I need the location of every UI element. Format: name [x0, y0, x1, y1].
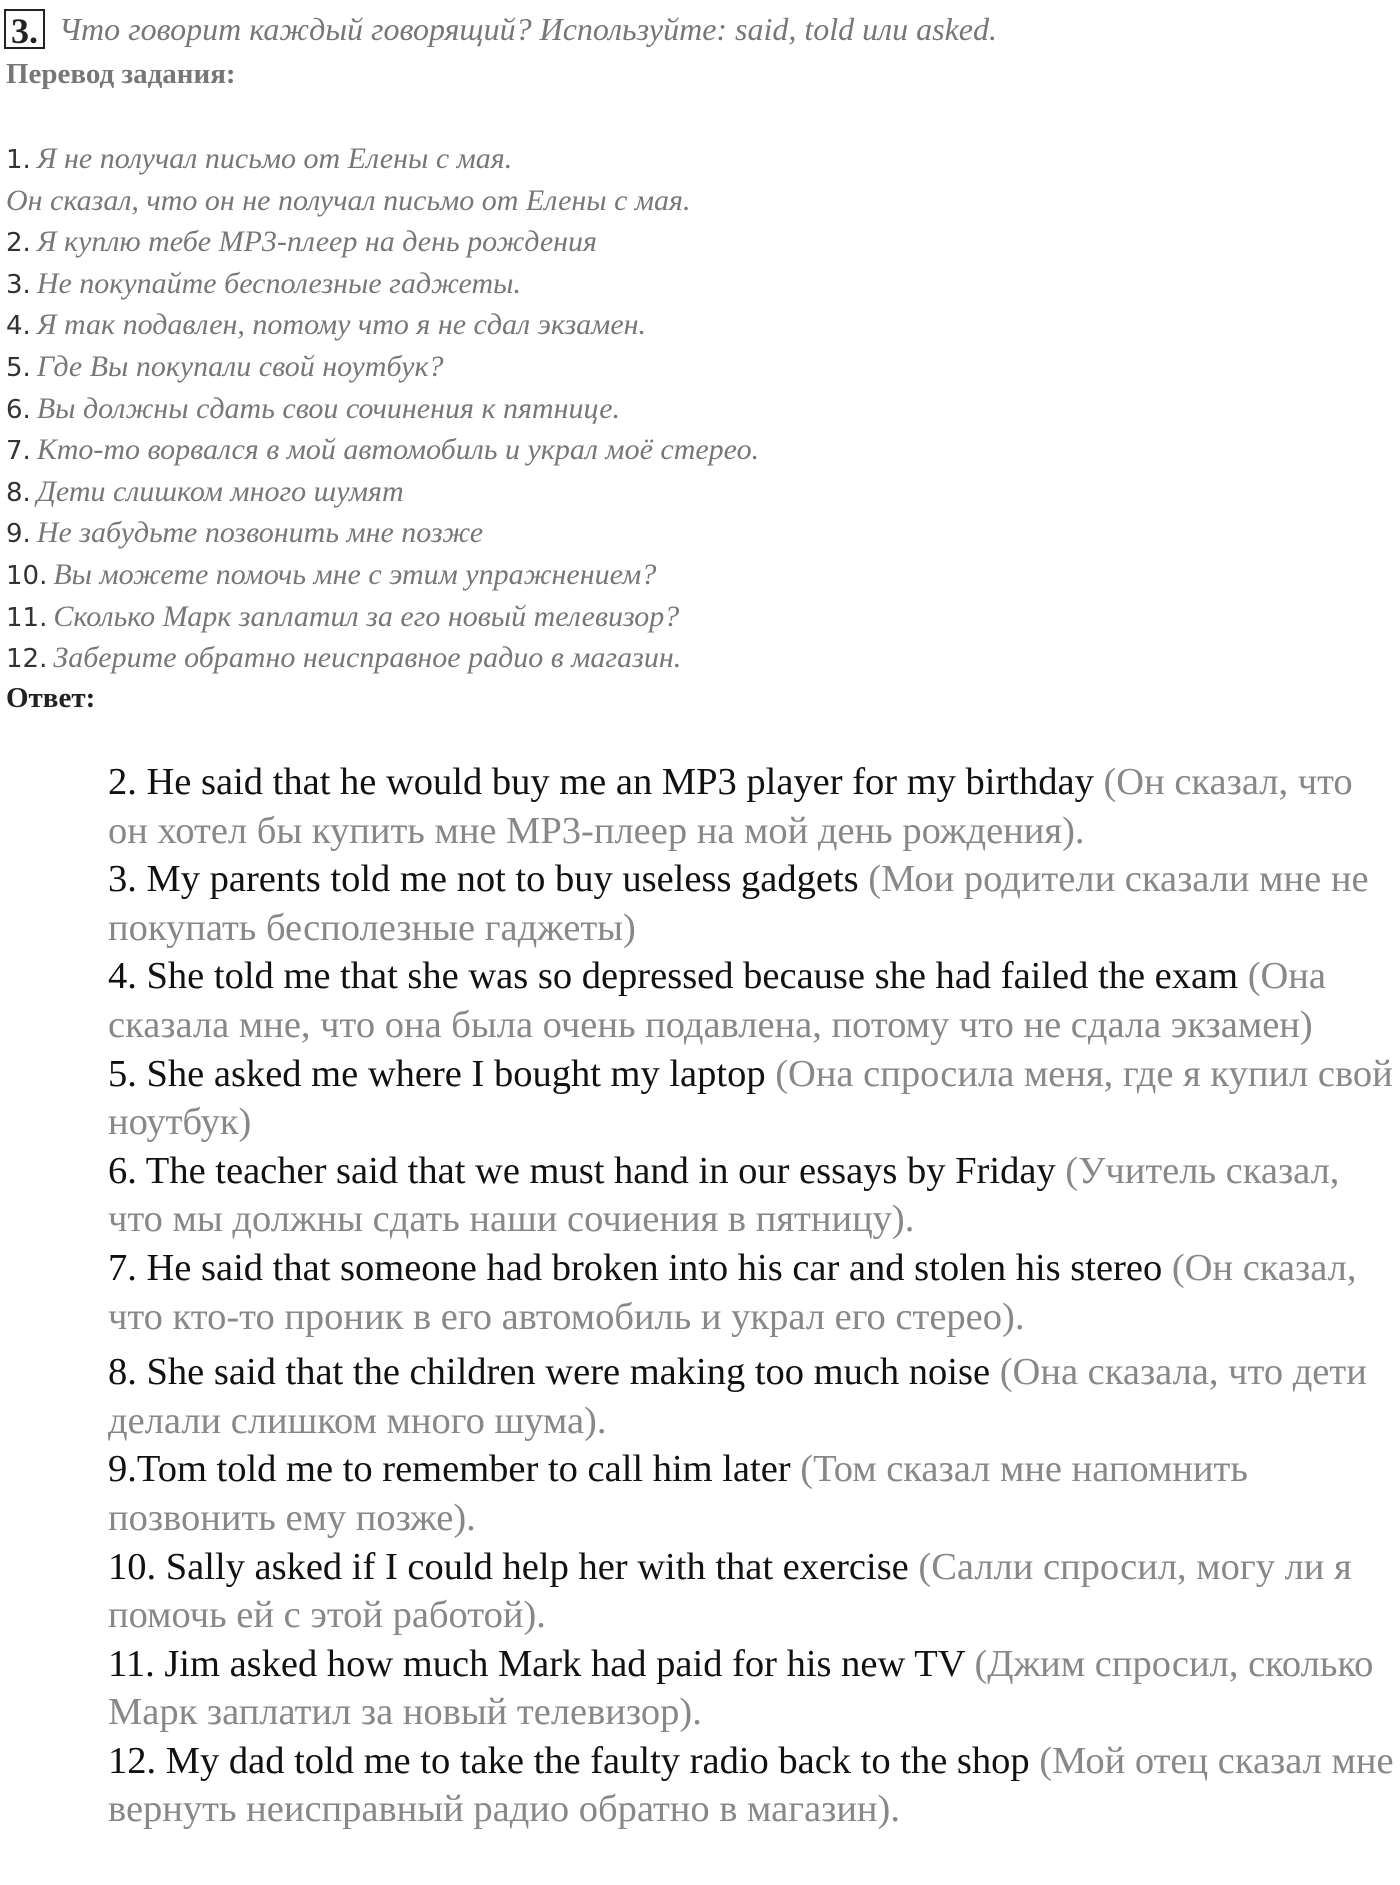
task-number-box: 3. [4, 9, 45, 49]
answer-english: 8. She said that the children were making too much noise [108, 1351, 991, 1394]
answer-list [108, 758, 1398, 1834]
translation-heading: Перевод задания: [6, 58, 236, 90]
translation-line [6, 263, 759, 305]
answer-russian: (Джим спросил, сколько Марк заплатил за новый телевизор). [108, 1642, 1374, 1734]
translation-line-number: 2. [6, 228, 31, 259]
translation-line-text: Я так подавлен, потому что я не сдал экзамен. [36, 308, 647, 342]
translation-line-text: Где Вы покупали свой ноутбук? [36, 349, 444, 383]
translation-line [6, 471, 759, 513]
answer-english: 12. My dad told me to take the faulty radio back to the shop [108, 1739, 1030, 1782]
translation-line-text: Вы должны сдать свои сочинения к пятнице. [36, 391, 621, 425]
answer-item [108, 952, 1398, 1049]
answer-item [108, 758, 1398, 855]
translation-line-number: 6. [6, 394, 31, 425]
translation-line [6, 346, 759, 388]
translation-line-number: 12. [6, 644, 48, 675]
translation-line [6, 429, 759, 471]
answer-russian: (Она спросила меня, где я купил свой ноутбук) [108, 1052, 1393, 1144]
translation-line-number: 10. [6, 560, 48, 591]
answer-russian: (Он сказал, что кто-то проник в его автомобиль и украл его стерео). [108, 1246, 1357, 1338]
translation-line-text: Он сказал, что он не получал письмо от Елены с мая. [6, 183, 691, 217]
answer-russian: (Учитель сказал, что мы должны сдать наши сочиения в пятницу). [108, 1149, 1340, 1241]
task-instruction: Что говорит каждый говорящий? Используйте: said, told или asked. [59, 10, 997, 47]
translation-line-text: Не забудьте позвонить мне позже [36, 516, 484, 550]
answer-english: 5. She asked me where I bought my laptop [108, 1052, 766, 1095]
answer-item [108, 1543, 1398, 1640]
answer-item [108, 1445, 1398, 1542]
answer-english: 7. He said that someone had broken into his car and stolen his stereo [108, 1246, 1163, 1289]
answer-item [108, 1244, 1398, 1341]
answer-english: 2. He said that he would buy me an MP3 player for my birthday [108, 761, 1094, 803]
answer-russian: (Мой отец сказал мне вернуть неисправный радио обратно в магазин). [108, 1739, 1394, 1831]
translation-line [6, 388, 759, 430]
answer-english: 10. Sally asked if I could help her with that exercise [108, 1545, 909, 1588]
translation-line [6, 637, 759, 679]
translation-line [6, 138, 759, 180]
answer-english: 9.Tom told me to remember to call him later [108, 1448, 791, 1491]
answer-russian: (Он сказал, что он хотел бы купить мне MP3-плеер на мой день рождения). [108, 761, 1353, 852]
answer-russian: (Салли спросил, могу ли я помочь ей с этой работой). [108, 1545, 1352, 1637]
answer-english: 3. My parents told me not to buy useless gadgets [108, 858, 859, 901]
answer-item [108, 1050, 1398, 1147]
answer-russian: (Мои родители сказали мне не покупать бесполезные гаджеты) [108, 858, 1369, 949]
answer-item [108, 1348, 1398, 1445]
answer-russian: (Том сказал мне напомнить позвонить ему позже). [108, 1448, 1248, 1539]
translation-line-number: 8. [6, 477, 31, 508]
translation-line-text: Дети слишком много шумят [36, 474, 404, 508]
translation-line-text: Не покупайте бесполезные гаджеты. [36, 266, 521, 300]
translation-line-text: Сколько Марк заплатил за его новый телевизор? [53, 599, 680, 633]
translation-line-number: 9. [6, 519, 31, 550]
translation-line-number: 1. [6, 145, 31, 175]
translation-line [6, 512, 759, 554]
answer-item [108, 1147, 1398, 1244]
translation-line-text: Я не получал письмо от Елены с мая. [36, 142, 513, 175]
translation-line [6, 180, 759, 222]
translation-line-number: 7. [6, 436, 31, 467]
answer-item [108, 1737, 1398, 1834]
translation-line-number: 4. [6, 311, 31, 342]
translation-line [6, 221, 759, 263]
answer-russian: (Она сказала мне, что она была очень подавлена, потому что не сдала экзамен) [108, 955, 1327, 1046]
translation-line [6, 596, 759, 638]
answer-item [108, 1640, 1398, 1737]
task-header [4, 6, 997, 52]
answer-english: 11. Jim asked how much Mark had paid for his new TV [108, 1642, 965, 1685]
translation-line [6, 554, 759, 596]
translation-list [6, 138, 759, 679]
answer-russian: (Она сказала, что дети делали слишком много шума). [108, 1351, 1367, 1442]
translation-line [6, 304, 759, 346]
translation-line-text: Вы можете помочь мне с этим упражнением? [53, 557, 657, 591]
translation-line-number: 11. [6, 602, 48, 633]
translation-line-text: Заберите обратно неисправное радио в магазин. [53, 641, 682, 675]
translation-line-number: 5. [6, 352, 31, 383]
answer-english: 4. She told me that she was so depressed because she had failed the exam [108, 955, 1239, 998]
translation-line-text: Кто-то ворвался в мой автомобиль и украл моё стерео. [36, 433, 760, 467]
answer-item [108, 855, 1398, 952]
answer-english: 6. The teacher said that we must hand in our essays by Friday [108, 1149, 1056, 1192]
translation-line-number: 3. [6, 269, 31, 300]
answer-heading: Ответ: [6, 682, 96, 714]
translation-line-text: Я куплю тебе MP3-плеер на день рождения [36, 225, 597, 259]
